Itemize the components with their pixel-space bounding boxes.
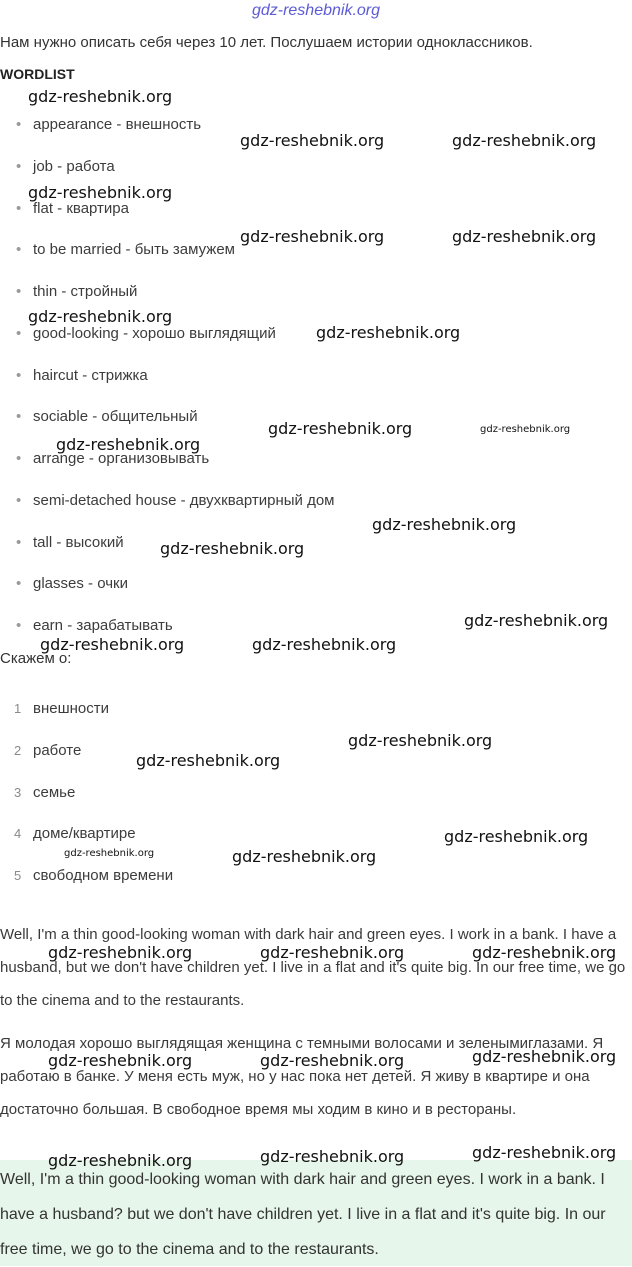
list-item-text: to be married - быть замужем	[33, 241, 235, 258]
item-number: 3	[14, 785, 22, 800]
watermark: gdz-reshebnik.org	[240, 227, 385, 246]
list-item	[16, 200, 129, 217]
watermark: gdz-reshebnik.org	[472, 943, 617, 962]
bullet-icon: •	[16, 575, 22, 592]
watermark: gdz-reshebnik.org	[136, 751, 281, 770]
intro-text: Нам нужно описать себя через 10 лет. Послушаем истории одноклассников.	[0, 34, 533, 51]
bullet-icon: •	[16, 116, 22, 133]
numbered-item	[14, 825, 136, 842]
watermark: gdz-reshebnik.org	[48, 943, 193, 962]
watermark: gdz-reshebnik.org	[260, 1147, 405, 1166]
item-label: внешности	[33, 700, 110, 717]
list-item	[16, 534, 124, 551]
watermark: gdz-reshebnik.org	[56, 435, 201, 454]
bullet-icon: •	[16, 241, 22, 258]
answer-box	[0, 1160, 632, 1266]
watermark: gdz-reshebnik.org	[48, 1051, 193, 1070]
item-number: 4	[14, 826, 22, 841]
watermark: gdz-reshebnik.org	[260, 1051, 405, 1070]
list-item	[16, 116, 201, 133]
bullet-icon: •	[16, 408, 22, 425]
list-item	[16, 408, 198, 425]
bullet-icon: •	[16, 617, 22, 634]
list-item	[16, 241, 235, 258]
list-item-text: job - работа	[33, 158, 115, 175]
list-item-text: thin - стройный	[33, 283, 138, 300]
site-logo[interactable]: gdz-reshebnik.org	[251, 2, 381, 19]
list-item-text: good-looking - хорошо выглядящий	[33, 325, 276, 342]
list-item-text: appearance - внешность	[33, 116, 202, 133]
watermark: gdz-reshebnik.org	[48, 1151, 193, 1170]
watermark: gdz-reshebnik.org	[480, 424, 571, 435]
item-label: свободном времени	[33, 867, 174, 884]
list-item-text: glasses - очки	[33, 575, 128, 592]
watermark: gdz-reshebnik.org	[472, 1143, 617, 1162]
list-item	[16, 575, 128, 592]
watermark: gdz-reshebnik.org	[28, 87, 173, 106]
bullet-icon: •	[16, 158, 22, 175]
wordlist-title: WORDLIST	[0, 66, 75, 82]
list-item-text: tall - высокий	[33, 534, 124, 551]
watermark: gdz-reshebnik.org	[472, 1047, 617, 1066]
bullet-icon: •	[16, 325, 22, 342]
list-item	[16, 325, 276, 342]
watermark: gdz-reshebnik.org	[160, 539, 305, 558]
watermark: gdz-reshebnik.org	[268, 419, 413, 438]
list-item-text: semi-detached house - двухквартирный дом	[33, 492, 335, 509]
bullet-icon: •	[16, 200, 22, 217]
bullet-icon: •	[16, 283, 22, 300]
watermark: gdz-reshebnik.org	[372, 515, 517, 534]
list-item-text: arrange - организовывать	[33, 450, 210, 467]
bullet-icon: •	[16, 367, 22, 384]
watermark: gdz-reshebnik.org	[452, 131, 597, 150]
list-item-text: earn - зарабатывать	[33, 617, 173, 634]
list-item	[16, 367, 148, 384]
answer-text: Well, I'm a thin good-looking woman with dark hair and green eyes. I work in a bank. I have a husband? but we don't have children yet. I live in a flat and it's quite big. In our free time, we go to the cinema and to the restaurants.	[0, 1171, 606, 1258]
list-item	[16, 492, 334, 509]
list-item-text: sociable - общительный	[33, 408, 198, 425]
watermark: gdz-reshebnik.org	[232, 847, 377, 866]
watermark: gdz-reshebnik.org	[452, 227, 597, 246]
watermark: gdz-reshebnik.org	[64, 848, 155, 859]
list-item	[16, 283, 137, 300]
item-label: доме/квартире	[33, 825, 136, 842]
bullet-icon: •	[16, 492, 22, 509]
bullet-icon: •	[16, 534, 22, 551]
numbered-item	[14, 742, 81, 759]
item-number: 5	[14, 868, 22, 883]
list-item	[16, 617, 173, 634]
watermark: gdz-reshebnik.org	[240, 131, 385, 150]
topics-title: Скажем о:	[0, 650, 72, 667]
item-label: семье	[33, 784, 76, 801]
watermark: gdz-reshebnik.org	[464, 611, 609, 630]
watermark: gdz-reshebnik.org	[260, 943, 405, 962]
watermark: gdz-reshebnik.org	[252, 635, 397, 654]
russian-paragraph: Я молодая хорошо выглядящая женщина с темными волосами и зеленымиглазами. Я работаю в банке. У меня есть муж, но у нас пока нет детей. Я живу в квартире и она достаточно большая. В свободное время мы ходим в кино и в рестораны.	[0, 1035, 604, 1118]
list-item-text: flat - квартира	[33, 200, 129, 217]
list-item-text: haircut - стрижка	[33, 367, 148, 384]
watermark: gdz-reshebnik.org	[316, 323, 461, 342]
watermark: gdz-reshebnik.org	[28, 307, 173, 326]
item-label: работе	[33, 742, 82, 759]
watermark: gdz-reshebnik.org	[444, 827, 589, 846]
item-number: 1	[14, 701, 22, 716]
numbered-item	[14, 784, 75, 801]
watermark: gdz-reshebnik.org	[40, 635, 185, 654]
item-number: 2	[14, 743, 22, 758]
watermark: gdz-reshebnik.org	[348, 731, 493, 750]
watermark: gdz-reshebnik.org	[28, 183, 173, 202]
numbered-item	[14, 867, 173, 884]
numbered-item	[14, 700, 109, 717]
english-paragraph: Well, I'm a thin good-looking woman with dark hair and green eyes. I work in a bank. I have a husband, but we don't have children yet. I live in a flat and it's quite big. In our free time, we go to the cinema and to the restaurants.	[0, 926, 626, 1009]
bullet-icon: •	[16, 450, 22, 467]
list-item	[16, 158, 115, 175]
